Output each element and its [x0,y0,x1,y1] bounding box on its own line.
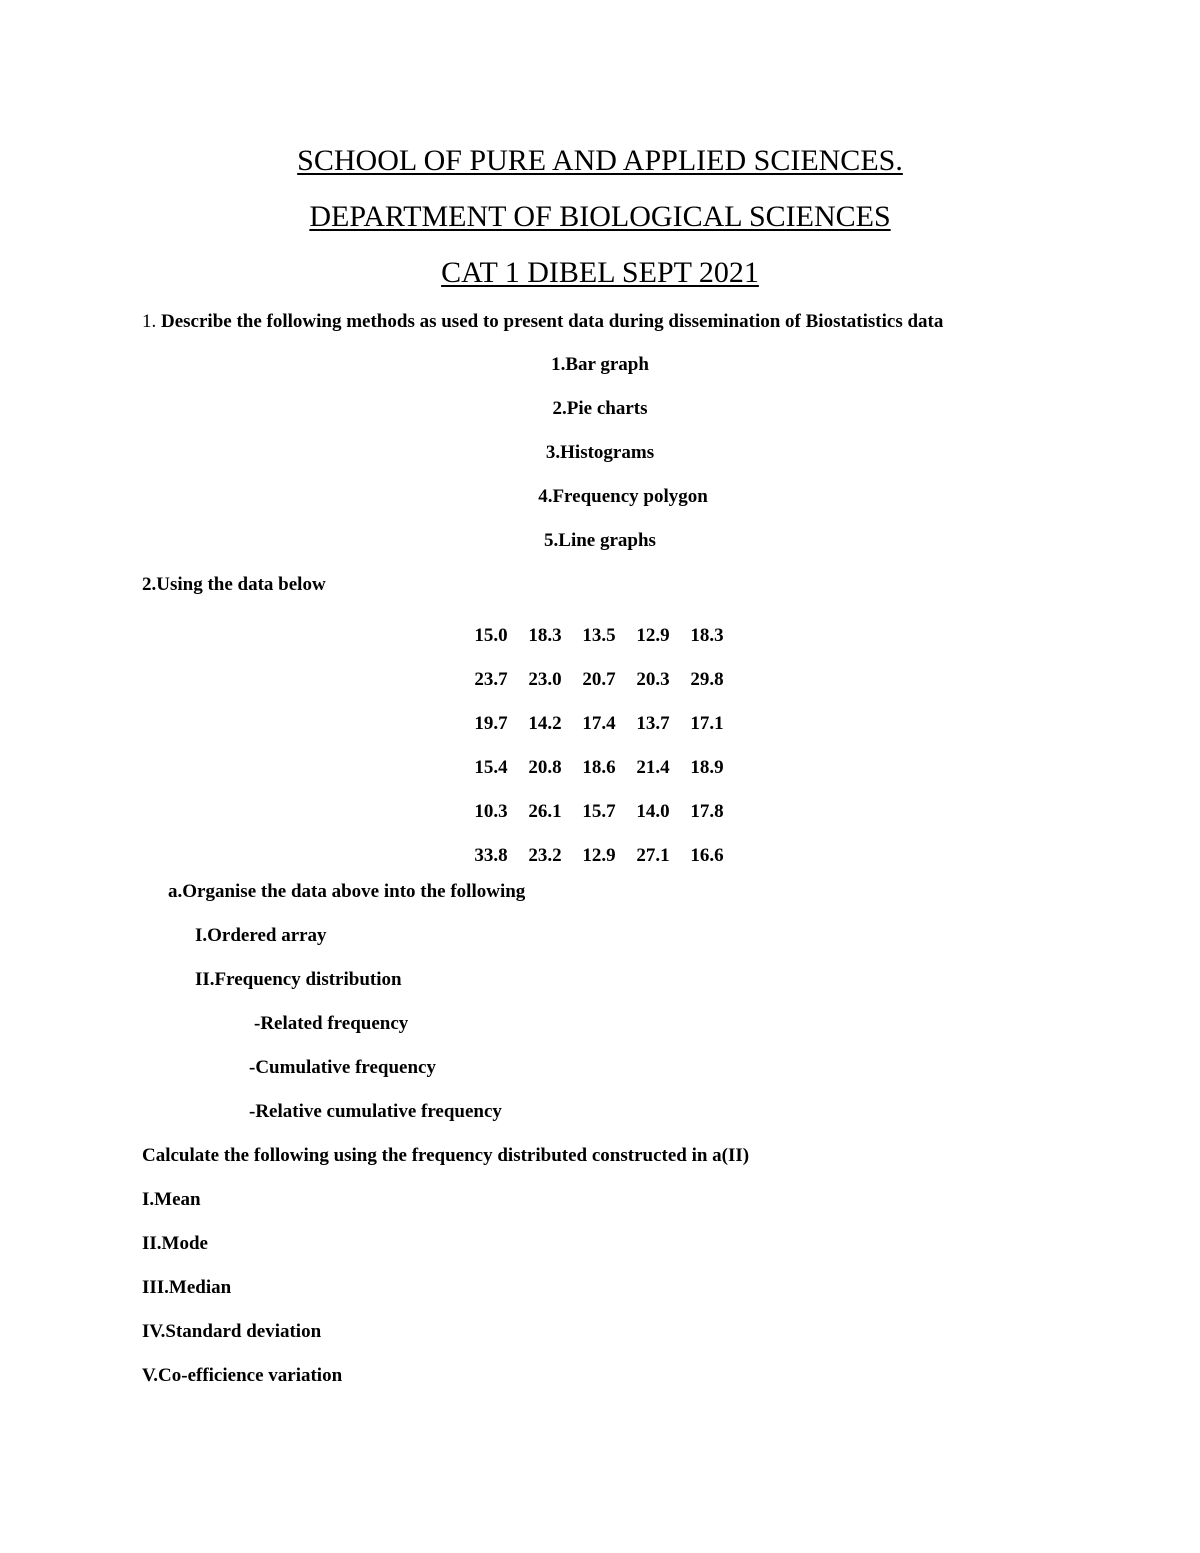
data-cell: 20.3 [636,669,670,690]
data-cell: 15.0 [474,625,508,646]
data-cell: 18.6 [582,757,616,778]
data-cell: 23.2 [528,845,562,866]
data-cell: 17.4 [582,713,616,734]
method-item: 4.Frequency polygon [538,486,708,507]
data-cell: 12.9 [582,845,616,866]
data-cell: 18.3 [690,625,724,646]
data-cell: 20.8 [528,757,562,778]
calculate-item: V.Co-efficience variation [142,1365,343,1386]
table-row [464,834,734,878]
table-row [464,702,734,746]
data-cell: 14.0 [636,801,670,822]
question-2-intro: 2.Using the data below [142,574,326,595]
method-item: 1.Bar graph [551,354,649,375]
part-a-prompt: a.Organise the data above into the following [168,881,526,902]
part-a-item: I.Ordered array [195,925,327,946]
data-cell: 21.4 [636,757,670,778]
department-heading: DEPARTMENT OF BIOLOGICAL SCIENCES [309,200,891,233]
method-item: 2.Pie charts [552,398,648,419]
table-row [464,658,734,702]
frequency-subitem: -Cumulative frequency [249,1057,436,1078]
data-cell: 23.0 [528,669,562,690]
table-row [464,614,734,658]
data-cell: 15.4 [474,757,508,778]
frequency-subitem: -Related frequency [254,1013,409,1034]
data-cell: 23.7 [474,669,508,690]
data-cell: 12.9 [636,625,670,646]
frequency-subitem: -Relative cumulative frequency [249,1101,502,1122]
data-cell: 10.3 [474,801,508,822]
data-cell: 13.7 [636,713,670,734]
table-row [464,790,734,834]
data-cell: 13.5 [582,625,616,646]
data-cell: 18.3 [528,625,562,646]
data-cell: 19.7 [474,713,508,734]
question-1-prompt: Describe the following methods as used to present data during dissemination of Biostatistics data [161,311,944,332]
calculate-item: IV.Standard deviation [142,1321,322,1342]
data-table [464,614,734,878]
data-cell: 33.8 [474,845,508,866]
calculate-item: III.Median [142,1277,232,1298]
data-cell: 18.9 [690,757,724,778]
data-cell: 26.1 [528,801,562,822]
part-a-item: II.Frequency distribution [195,969,402,990]
question-1-number: 1. [142,311,157,332]
calculate-item: I.Mean [142,1189,201,1210]
data-cell: 17.1 [690,713,724,734]
data-cell: 27.1 [636,845,670,866]
exam-heading: CAT 1 DIBEL SEPT 2021 [441,256,759,289]
school-heading: SCHOOL OF PURE AND APPLIED SCIENCES. [297,144,903,177]
data-cell: 15.7 [582,801,616,822]
data-cell: 16.6 [690,845,724,866]
data-cell: 20.7 [582,669,616,690]
data-cell: 14.2 [528,713,562,734]
table-row [464,746,734,790]
method-item: 5.Line graphs [544,530,656,551]
question-1 [142,310,943,334]
calculate-item: II.Mode [142,1233,208,1254]
calculate-prompt: Calculate the following using the frequency distributed constructed in a(II) [142,1145,750,1166]
method-item: 3.Histograms [545,442,655,463]
data-cell: 17.8 [690,801,724,822]
data-cell: 29.8 [690,669,724,690]
